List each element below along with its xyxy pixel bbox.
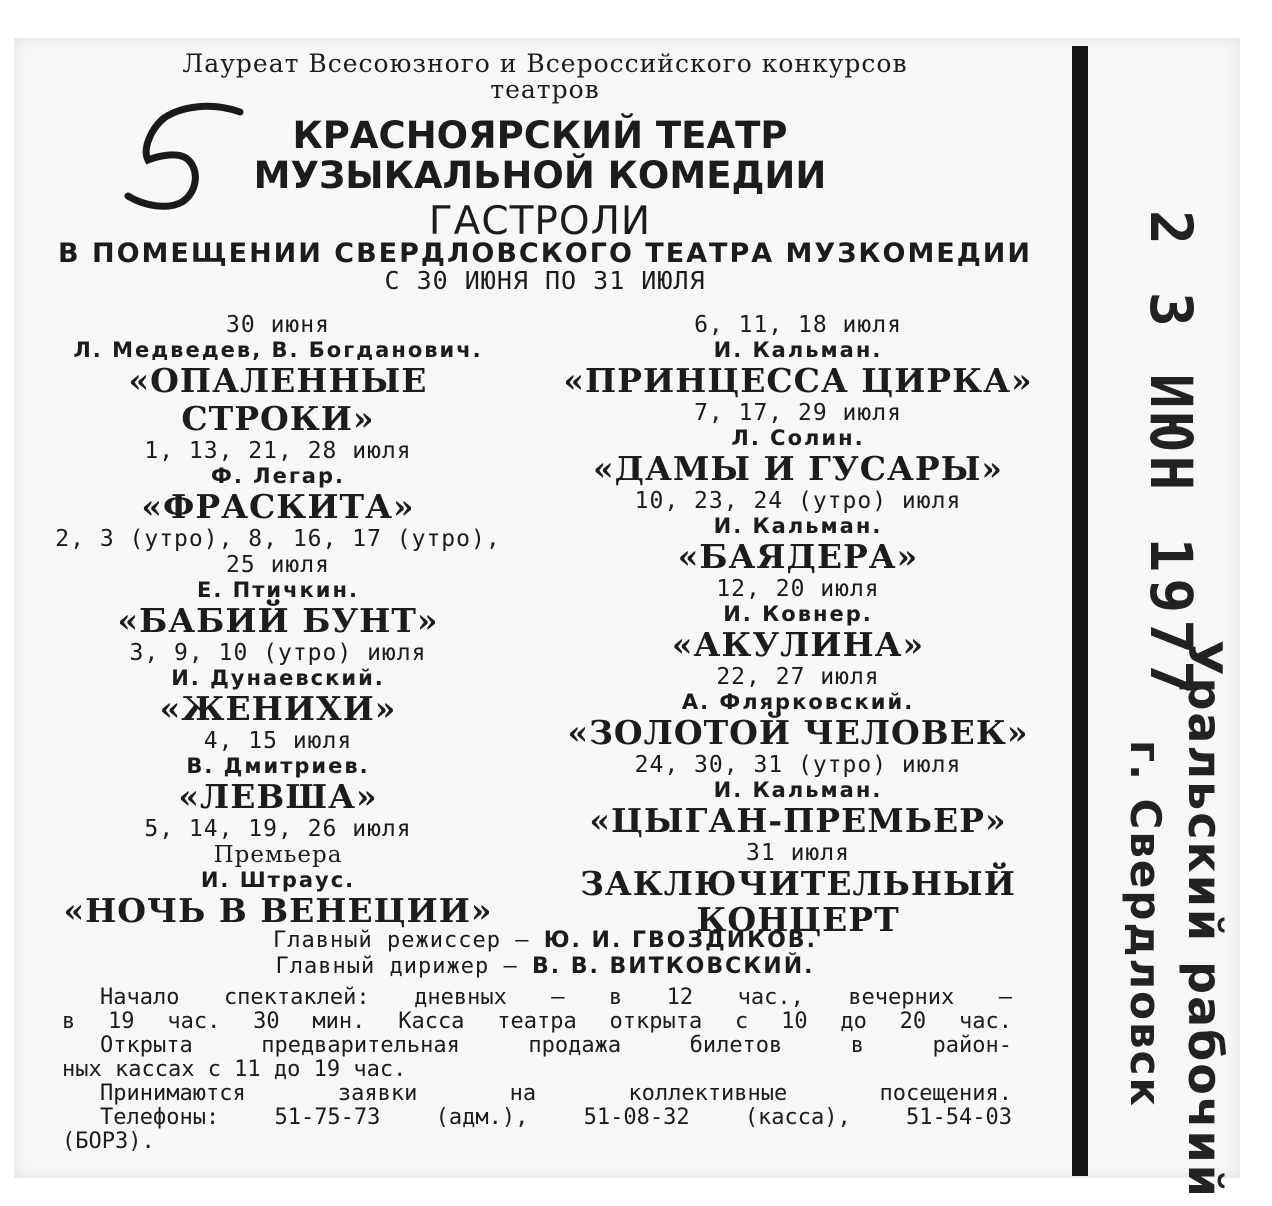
info-word: 20 — [899, 1009, 927, 1034]
conductor-role: Главный дирижер — — [275, 954, 518, 979]
left-date-line: 30 июня — [226, 312, 330, 338]
info-word: ных кассах с 11 до 19 час. — [62, 1057, 407, 1082]
info-word: — — [998, 985, 1012, 1010]
right-author-line: И. Кальман. — [713, 338, 883, 362]
info-word: час. — [167, 1009, 221, 1034]
info-word: билетов — [689, 1033, 783, 1058]
info-word: посещения. — [879, 1081, 1012, 1106]
conductor-name: В. В. ВИТКОВСКИЙ. — [531, 954, 815, 979]
performance-info-block — [62, 986, 1012, 1154]
newspaper-name: Уральский рабочий — [1178, 640, 1232, 1199]
handwritten-numeral-mark — [112, 96, 252, 216]
venue-line: В ПОМЕЩЕНИИ СВЕРДЛОВСКОГО ТЕАТРА МУЗКОМЕДИИ — [58, 238, 1032, 269]
info-line — [62, 1106, 1012, 1130]
right-title-big-line: КОНЦЕРТ — [696, 900, 900, 939]
info-word: продажа — [528, 1033, 622, 1058]
right-date-line: 6, 11, 18 июля — [694, 312, 902, 338]
conductor-line — [60, 954, 1030, 980]
info-word: (БОРЗ). — [62, 1129, 155, 1154]
left-author-line: Ф. Легар. — [211, 464, 345, 488]
right-title-line: «ЗОЛОТОЙ ЧЕЛОВЕК» — [567, 713, 1029, 752]
right-title-line: «АКУЛИНА» — [671, 625, 925, 664]
info-word: (адм.), — [435, 1105, 529, 1130]
repertoire-left-column — [18, 312, 538, 930]
left-title-line: «НОЧЬ В ВЕНЕЦИИ» — [63, 891, 493, 930]
right-author-line: А. Флярковский. — [681, 690, 915, 714]
left-title-line: СТРОКИ» — [181, 399, 375, 438]
info-word: Принимаются — [100, 1081, 246, 1106]
column-divider-rule — [1072, 46, 1088, 1176]
info-word: предварительная — [261, 1033, 460, 1058]
left-title-line: «ЛЕВША» — [178, 777, 378, 816]
info-line — [62, 1010, 1012, 1034]
info-line — [62, 1082, 1012, 1106]
info-word: 19 — [108, 1009, 135, 1034]
right-author-line: И. Кальман. — [713, 514, 883, 538]
info-line — [62, 986, 1012, 1010]
info-line — [62, 1034, 1012, 1058]
info-word: 51-75-73 — [274, 1105, 381, 1130]
left-author-line: И. Штраус. — [200, 868, 356, 892]
right-title-line: «БАЯДЕРА» — [677, 537, 919, 576]
left-date-line: 4, 15 июля — [203, 728, 353, 754]
newspaper-city: г. Свердловск — [1121, 740, 1170, 1108]
right-date-line: 22, 27 июля — [716, 664, 880, 690]
director-line — [60, 928, 1030, 954]
left-date-line: 25 июля — [226, 552, 330, 578]
left-title-line: «ОПАЛЕННЫЕ — [128, 361, 428, 400]
right-author-line: И. Ковнер. — [723, 602, 873, 626]
laureate-line-2: театров — [490, 75, 600, 104]
info-word: (касса), — [744, 1105, 851, 1130]
left-title-line: «ФРАСКИТА» — [141, 487, 415, 526]
left-title-line: «ЖЕНИХИ» — [159, 689, 397, 728]
info-word: дневных — [414, 985, 507, 1010]
director-name: Ю. И. ГВОЗДИКОВ. — [543, 928, 817, 953]
left-date-line: 2, 3 (утро), 8, 16, 17 (утро), — [55, 526, 501, 552]
info-word: 10 — [781, 1009, 808, 1034]
info-word: на — [509, 1081, 537, 1106]
info-word: Открыта — [100, 1033, 193, 1058]
info-word: 12 — [666, 985, 694, 1010]
director-role: Главный режиссер — — [273, 928, 530, 953]
right-title-line: «ЦЫГАН-ПРЕМЬЕР» — [589, 801, 1007, 840]
info-word: спектаклей: — [223, 985, 370, 1010]
right-date-line: 24, 30, 31 (утро) июля — [634, 752, 962, 778]
left-author-line: В. Дмитриев. — [186, 754, 370, 778]
info-word: в — [850, 1033, 865, 1058]
info-word: час. — [958, 1009, 1012, 1034]
period-line: С 30 ИЮНЯ ПО 31 ИЮЛЯ — [384, 266, 706, 295]
left-note-line: Премьера — [213, 842, 343, 868]
info-word: вечерних — [848, 985, 955, 1010]
theatre-name-line-2: МУЗЫКАЛЬНОЙ КОМЕДИИ — [253, 154, 827, 197]
info-word: — — [551, 985, 565, 1010]
info-word: Телефоны: — [100, 1105, 220, 1130]
info-word: в — [62, 1009, 76, 1034]
left-author-line: Е. Птичкин. — [197, 578, 359, 602]
info-word: в — [608, 985, 623, 1010]
right-author-line: И. Кальман. — [713, 778, 883, 802]
info-word: театра — [497, 1009, 577, 1034]
info-word: Касса — [398, 1009, 465, 1034]
right-title-line: «ДАМЫ И ГУСАРЫ» — [593, 449, 1003, 488]
right-date-line: 12, 20 июля — [716, 576, 880, 602]
info-word: 51-08-32 — [583, 1105, 690, 1130]
right-title-line: «ПРИНЦЕССА ЦИРКА» — [563, 361, 1033, 400]
date-stamp: 2 3 ИЮН 1977 — [1137, 210, 1205, 702]
credits-block — [60, 928, 1030, 980]
left-date-line: 3, 9, 10 (утро) июля — [129, 640, 427, 666]
laureate-line-1: Лауреат Всесоюзного и Всероссийского конкурсов — [182, 49, 908, 78]
info-word: 30 — [253, 1009, 280, 1034]
right-title-big-line: ЗАКЛЮЧИТЕЛЬНЫЙ — [580, 864, 1016, 903]
right-date-line: 10, 23, 24 (утро) июля — [634, 488, 962, 514]
left-author-line: Л. Медведев, В. Богданович. — [73, 338, 483, 362]
info-word: Начало — [100, 985, 180, 1010]
left-date-line: 1, 13, 21, 28 июля — [144, 438, 412, 464]
right-date-line: 7, 17, 29 июля — [694, 400, 902, 426]
left-author-line: И. Дунаевский. — [171, 666, 385, 690]
info-line — [62, 1058, 1012, 1082]
theatre-name-line-1: КРАСНОЯРСКИЙ ТЕАТР — [292, 114, 788, 157]
info-word: час., — [737, 985, 804, 1010]
right-date-line: 31 июля — [746, 840, 850, 866]
info-line — [62, 1130, 1012, 1154]
info-word: с — [735, 1009, 749, 1034]
repertoire-right-column — [538, 312, 1058, 938]
info-word: заявки — [337, 1081, 418, 1106]
tour-heading: ГАСТРОЛИ — [428, 199, 652, 244]
info-word: коллективные — [628, 1081, 788, 1106]
info-word: мин. — [312, 1009, 366, 1034]
info-word: район- — [932, 1033, 1012, 1058]
right-author-line: Л. Солин. — [731, 426, 865, 450]
left-date-line: 5, 14, 19, 26 июля — [144, 816, 412, 842]
left-title-line: «БАБИЙ БУНТ» — [117, 601, 439, 640]
info-word: 51-54-03 — [906, 1105, 1012, 1130]
info-word: до — [840, 1009, 867, 1034]
info-word: открыта — [609, 1009, 703, 1034]
